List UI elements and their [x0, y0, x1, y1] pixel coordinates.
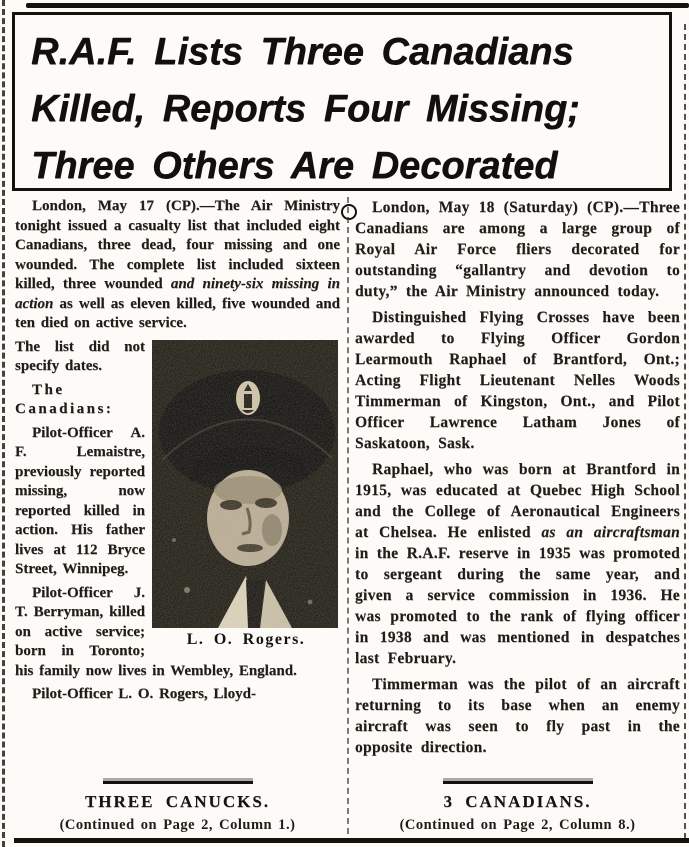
left-continued-rule [103, 781, 253, 784]
left-continued-head: THREE CANUCKS. [84, 792, 271, 811]
left-p1-text-a: —The Air Ministry tonight issued a casualty list that included eight Canadians, three dead, four missing and one wounded. The complete list included sixteen killed, three wounded [15, 198, 340, 292]
right-dateline: London, May 18 (Saturday) (CP). [372, 199, 624, 216]
right-p1-text: —Three Canadians are among a large group of Royal Air Force fliers decorated for outstanding “gallantry and devotion to duty,” the Air Ministry announced today. [355, 199, 680, 300]
left-paragraph-4: Pilot-Officer J. T. Berryman, killed on active service; born in Toronto; his family now lives in Wembley, England. [15, 584, 297, 679]
left-paragraph-2: The Canadians: [15, 381, 114, 417]
right-continued-note: (Continued on Page 2, Column 8.) [399, 817, 636, 833]
left-p1-text-b: as well as eleven killed, five wounded and ten died on active service. [15, 295, 340, 331]
right-paragraph-4: Timmerman was the pilot of an aircraft returning to its base when an enemy aircraft was seen to fly past in the opposite direction. [355, 676, 680, 756]
left-paragraph-1 [15, 197, 340, 334]
right-continued-block [355, 781, 680, 834]
right-p3-text-a: Raphael, who was born at Brantford in 1915, was educated at Quebec High School and the College of Aeronautical Engineers at Chelsea. He enlisted [355, 461, 680, 541]
right-edge-rule [684, 24, 686, 839]
left-paragraph-1b: The list did not specify dates. [15, 338, 145, 374]
portrait-photo-block [152, 340, 340, 649]
top-border-rule [26, 3, 689, 8]
left-column [15, 197, 340, 834]
bottom-border-rule [14, 838, 689, 843]
right-paragraph-2: Distinguished Flying Crosses have been awarded to Flying Officer Gordon Learmouth Raphael of Brantford, Ont.; Acting Flight Lieutenant Nelles Woods Timmerman of Kingston, Ont., and Pilot Officer Lawrence Latham Jones of Saskatoon, Sask. [355, 309, 680, 452]
column-divider [340, 197, 355, 834]
left-edge-rule [2, 0, 5, 847]
left-paragraph-3: Pilot-Officer A. F. Lemaistre, previously reported missing, now reported killed in action. His father lives at 112 Bryce Street, Winnipeg. [15, 424, 145, 577]
portrait-photo [152, 340, 338, 628]
right-p3-italic: as an aircraftsman [541, 524, 680, 541]
photo-caption: L. O. Rogers. [186, 630, 306, 648]
right-paragraph-3 [355, 459, 680, 669]
left-p1-italic: and ninety-six missing in action [15, 276, 340, 312]
left-dateline: London, May 17 (CP). [32, 198, 200, 214]
headline-line-3: Three Others Are Decorated [31, 145, 558, 187]
right-paragraph-1 [355, 197, 680, 302]
right-continued-head: 3 CANADIANS. [443, 792, 592, 811]
left-continued-block [15, 781, 340, 834]
right-continued-rule [443, 781, 593, 784]
headline-line-2: Killed, Reports Four Missing; [31, 88, 580, 130]
right-p3-text-b: in the R.A.F. reserve in 1935 was promoted to sergeant during the same year, and given a service commission in 1936. He was promoted to the rank of flying officer in 1938 and was mentioned in despatches last February. [355, 545, 680, 667]
left-continued-note: (Continued on Page 2, Column 1.) [59, 817, 296, 833]
right-column [355, 197, 680, 834]
headline-line-1: R.A.F. Lists Three Canadians [31, 31, 574, 73]
article-body [15, 197, 680, 834]
headline-box [12, 12, 672, 191]
left-paragraph-5: Pilot-Officer L. O. Rogers, Lloyd- [32, 686, 256, 702]
